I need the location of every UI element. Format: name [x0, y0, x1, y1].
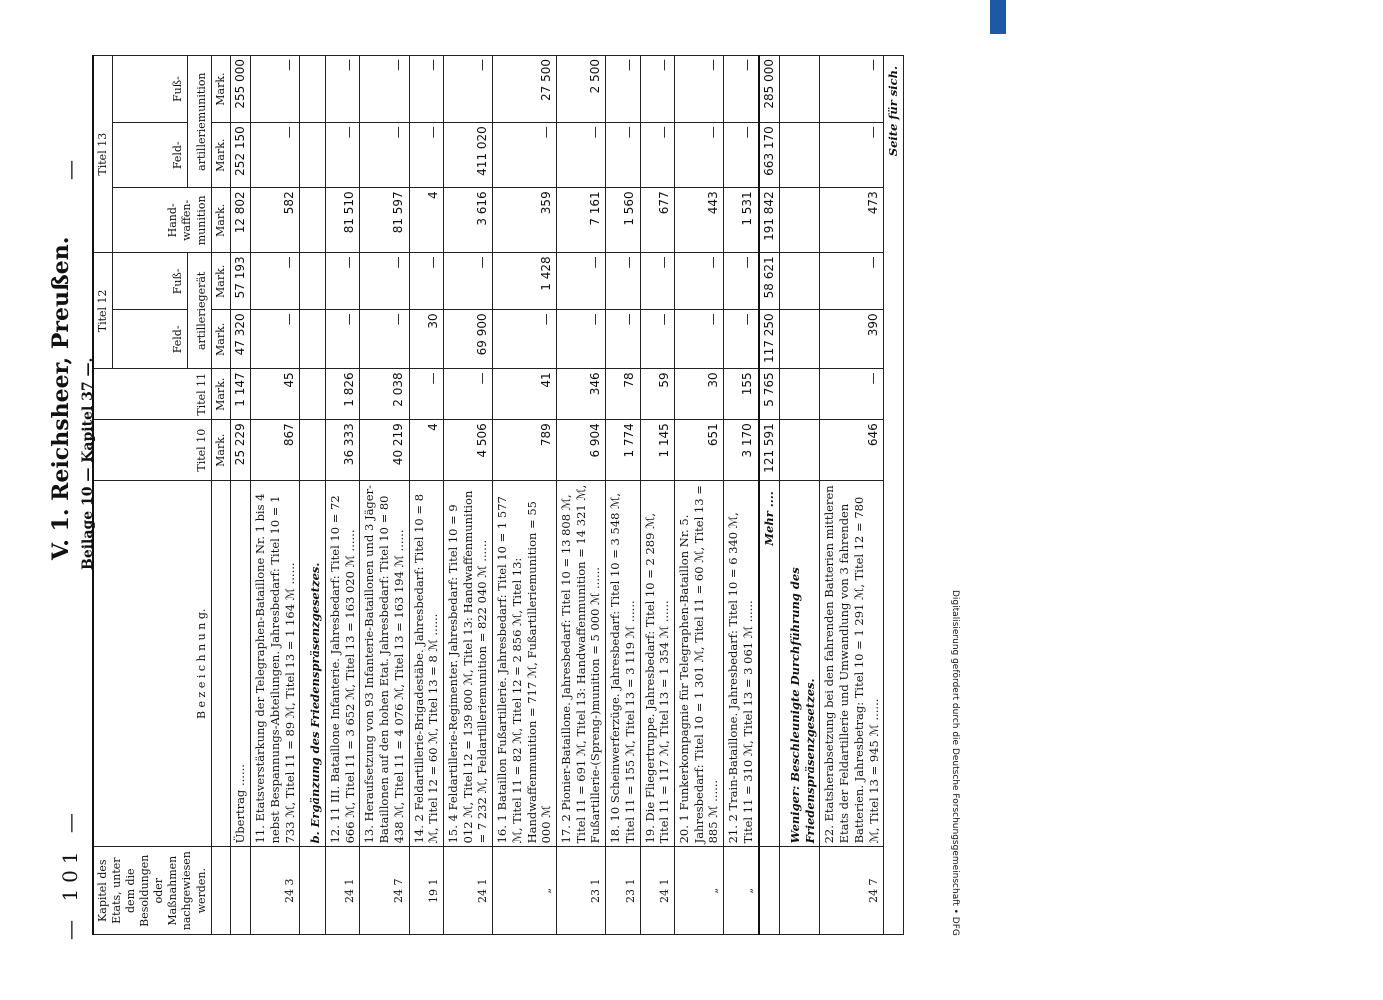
description-cell: 20. 1 Funkerkompagnie für Telegraphen-Bataillon Nr. 5. Jahresbedarf: Titel 10 = 1 301 ℳ, Titel 11 = 60 ℳ, Titel 13 = 885 ℳ ...... [675, 481, 724, 847]
table-row [820, 56, 884, 935]
value-cell-t13h: 7 161 [557, 188, 606, 253]
value-cell-t11: 41 [493, 369, 557, 420]
col-titel13: Titel 13 [93, 56, 113, 253]
value-cell-t12u: — [640, 253, 674, 310]
value-cell-t10: 4 [409, 420, 443, 481]
value-cell-t12f: 117 250 [759, 310, 780, 369]
col-titel11: Titel 11 [93, 369, 211, 420]
value-cell-t13u: 255 000 [230, 56, 250, 123]
value-cell-t12f: — [325, 310, 359, 369]
value-cell-t11: 5 765 [759, 369, 780, 420]
value-cell-t13f: — [675, 123, 724, 188]
table-row [230, 56, 250, 935]
value-cell-t13u: 2 500 [557, 56, 606, 123]
value-cell-t10: 867 [251, 420, 300, 481]
value-cell-t12f [779, 310, 819, 369]
kapitel-cell: „ [493, 847, 557, 935]
digitization-credit: Digitalisierung gefördert durch die Deutsche Forschungsgemeinschaft • DFG [950, 590, 960, 936]
col-t13-munition: artilleriemunition [188, 56, 212, 188]
value-cell-t10: 25 229 [230, 420, 250, 481]
value-cell-t11 [779, 369, 819, 420]
value-cell-t12u: — [606, 253, 640, 310]
col-kapitel: Kapitel des Etats, unter dem die Besoldungen oder Maßnahmen nachgewiesen werden. [93, 847, 211, 935]
description-cell: 18. 10 Scheinwerferzüge. Jahresbedarf: Titel 10 = 3 548 ℳ, Titel 11 = 155 ℳ, Titel 13 = 3 119 ℳ ...... [606, 481, 640, 847]
value-cell-t12f: — [606, 310, 640, 369]
value-cell-t12f: — [724, 310, 759, 369]
value-cell-t11: — [820, 369, 884, 420]
mark-label: Mark. [211, 56, 230, 123]
table-row [759, 56, 780, 935]
value-cell-t13u [779, 56, 819, 123]
mark-label: Mark. [211, 188, 230, 253]
table-row [724, 56, 759, 935]
value-cell-t11: 59 [640, 369, 674, 420]
description-cell: Übertrag ...... [230, 481, 250, 847]
kapitel-cell: 24 1 [640, 847, 674, 935]
col-t13-fuss: Fuß- [113, 56, 188, 123]
value-cell-t11: — [443, 369, 492, 420]
mark-spacer [211, 481, 230, 847]
value-cell-t13f: — [724, 123, 759, 188]
description-cell: 16. 1 Bataillon Fußartillerie. Jahresbedarf: Titel 10 = 1 577 ℳ, Titel 11 = 82 ℳ, Titel 12 = 2 856 ℳ, Titel 13: Handwaffenmunition = 717 ℳ, Fußartilleriemunition = 55 000 ℳ [493, 481, 557, 847]
value-cell-t12u: — [251, 253, 300, 310]
budget-table [92, 55, 904, 935]
page-number: — 101 — [58, 807, 82, 940]
value-cell-t13h: 473 [820, 188, 884, 253]
value-cell-t10: 646 [820, 420, 884, 481]
value-cell-t13f [779, 123, 819, 188]
table-row [325, 56, 359, 935]
description-cell: 13. Heraufsetzung von 93 Infanterie-Bataillonen und 3 Jäger-Bataillonen auf den hohen Etat. Jahresbedarf: Titel 10 = 80 438 ℳ, Titel 11 = 4 076 ℳ, Titel 13 = 163 194 ℳ ...... [360, 481, 409, 847]
value-cell-t13f: — [325, 123, 359, 188]
value-cell-t13h: 1 531 [724, 188, 759, 253]
description-cell: 17. 2 Pionier-Bataillone. Jahresbedarf: Titel 10 = 13 808 ℳ, Titel 11 = 691 ℳ, Titel 13: Handwaffenmunition = 14 321 ℳ, Fußartillerie-(Spreng-)munition = 5 000 ℳ ...... [557, 481, 606, 847]
kapitel-cell: 24 1 [443, 847, 492, 935]
value-cell-t13u: — [640, 56, 674, 123]
value-cell-t11: 45 [251, 369, 300, 420]
value-cell-t13u: — [443, 56, 492, 123]
value-cell-t13u: 27 500 [493, 56, 557, 123]
table-row [300, 56, 326, 935]
value-cell-t12u: — [360, 253, 409, 310]
value-cell-t12u: — [443, 253, 492, 310]
value-cell-t13h: 3 616 [443, 188, 492, 253]
value-cell-t13f: — [493, 123, 557, 188]
value-cell-t12f: 390 [820, 310, 884, 369]
value-cell-t10: 1 145 [640, 420, 674, 481]
page-header [30, 60, 100, 940]
value-cell-t12f: — [640, 310, 674, 369]
value-cell-t13f: 663 170 [759, 123, 780, 188]
value-cell-t13h: 81 510 [325, 188, 359, 253]
kapitel-cell [759, 847, 780, 935]
value-cell-t13h: 677 [640, 188, 674, 253]
mark-label: Mark. [211, 369, 230, 420]
value-cell-t12u: — [409, 253, 443, 310]
mark-label: Mark. [211, 420, 230, 481]
page-title: V. 1. Reichsheer, Preußen. [48, 236, 74, 560]
table-row [675, 56, 724, 935]
description-cell: 11. Etatsverstärkung der Telegraphen-Bataillone Nr. 1 bis 4 nebst Bespannungs-Abteilungen. Jahresbedarf: Titel 10 = 1 733 ℳ, Titel 11 = 89 ℳ, Titel 13 = 1 164 ℳ ...... [251, 481, 300, 847]
value-cell-t13h [779, 188, 819, 253]
header-dash: — [58, 160, 82, 180]
page-subtitle: Beilage 10 — Kapitel 37 —. [80, 357, 96, 570]
value-cell-t12u: 57 193 [230, 253, 250, 310]
value-cell-t10: 36 333 [325, 420, 359, 481]
table-row [640, 56, 674, 935]
kapitel-cell: 23 1 [557, 847, 606, 935]
kapitel-cell [230, 847, 250, 935]
value-cell-t12f: — [360, 310, 409, 369]
value-cell-t13u: — [606, 56, 640, 123]
value-cell-t13f: — [820, 123, 884, 188]
value-cell-t13f: — [557, 123, 606, 188]
col-titel10: Titel 10 [93, 420, 211, 481]
value-cell-t13u: — [360, 56, 409, 123]
value-cell-t13f: — [606, 123, 640, 188]
value-cell-t13u: — [724, 56, 759, 123]
value-cell-t13f: 252 150 [230, 123, 250, 188]
col-t13-feld: Feld- [113, 123, 188, 188]
mark-label: Mark. [211, 253, 230, 310]
description-cell: Mehr .... [759, 481, 780, 847]
value-cell-t12f: — [493, 310, 557, 369]
col-bezeichnung: B e z e i c h n u n g. [93, 481, 211, 847]
value-cell-t10: 1 774 [606, 420, 640, 481]
value-cell-t13f: 411 020 [443, 123, 492, 188]
value-cell-t13h [300, 188, 326, 253]
value-cell-t13u [300, 56, 326, 123]
value-cell-t13u: 285 000 [759, 56, 780, 123]
col-t13-hand: Hand-waffen-munition [113, 188, 212, 253]
value-cell-t10: 651 [675, 420, 724, 481]
table-body [230, 56, 884, 935]
description-cell: 22. Etatsherabsetzung bei den fahrenden Batterien mittleren Etats der Feldartillerie und Umwandlung von 3 fahrenden Batterien. Jahresbetrag: Titel 10 = 1 291 ℳ, Titel 12 = 780 ℳ, Titel 13 = 945 ℳ ...... [820, 481, 884, 847]
table-row [443, 56, 492, 935]
kapitel-cell [300, 847, 326, 935]
table-row [606, 56, 640, 935]
mark-label: Mark. [211, 310, 230, 369]
value-cell-t13f: — [251, 123, 300, 188]
description-cell: b. Ergänzung des Friedenspräsenzgesetzes. [300, 481, 326, 847]
value-cell-t10: 789 [493, 420, 557, 481]
mark-spacer [211, 847, 230, 935]
value-cell-t12u: 58 621 [759, 253, 780, 310]
value-cell-t13f [300, 123, 326, 188]
value-cell-t13u: — [820, 56, 884, 123]
kapitel-cell: 24 1 [325, 847, 359, 935]
value-cell-t11: 155 [724, 369, 759, 420]
value-cell-t13u: — [251, 56, 300, 123]
value-cell-t11: 78 [606, 369, 640, 420]
table-row [557, 56, 606, 935]
value-cell-t11: — [409, 369, 443, 420]
col-t12-geraet: artilleriegerät [188, 253, 212, 369]
table-row [779, 56, 819, 935]
value-cell-t11: 1 147 [230, 369, 250, 420]
value-cell-t12u: — [557, 253, 606, 310]
value-cell-t12u: — [325, 253, 359, 310]
footer-note: Seite für sich. [884, 56, 904, 935]
value-cell-t12f: 30 [409, 310, 443, 369]
value-cell-t12f [300, 310, 326, 369]
value-cell-t12f: — [251, 310, 300, 369]
value-cell-t11: 1 826 [325, 369, 359, 420]
value-cell-t12f: — [675, 310, 724, 369]
value-cell-t12f: 69 900 [443, 310, 492, 369]
value-cell-t10 [300, 420, 326, 481]
kapitel-cell: 24 7 [820, 847, 884, 935]
value-cell-t13h: 359 [493, 188, 557, 253]
description-cell: 15. 4 Feldartillerie-Regimenter. Jahresbedarf: Titel 10 = 9 012 ℳ, Titel 12 = 139 800 ℳ, Titel 13: Handwaffenmunition = 7 232 ℳ, Feldartilleriemunition = 822 040 ℳ ...... [443, 481, 492, 847]
value-cell-t12u: — [820, 253, 884, 310]
description-cell: 21. 2 Train-Bataillone. Jahresbedarf: Titel 10 = 6 340 ℳ, Titel 11 = 310 ℳ, Titel 13 = 3 061 ℳ ...... [724, 481, 759, 847]
dfg-logo [990, 0, 1006, 34]
value-cell-t11 [300, 369, 326, 420]
kapitel-cell: 24 3 [251, 847, 300, 935]
value-cell-t13h: 443 [675, 188, 724, 253]
value-cell-t13h: 1 560 [606, 188, 640, 253]
value-cell-t11: 2 038 [360, 369, 409, 420]
col-t12-feld: Feld- [113, 310, 188, 369]
value-cell-t12f: — [557, 310, 606, 369]
description-cell: 19. Die Fliegertruppe. Jahresbedarf: Titel 10 = 2 289 ℳ, Titel 11 = 117 ℳ, Titel 13 = 1 354 ℳ ...... [640, 481, 674, 847]
col-titel12: Titel 12 [93, 253, 113, 369]
value-cell-t13h: 81 597 [360, 188, 409, 253]
kapitel-cell [779, 847, 819, 935]
value-cell-t10: 4 506 [443, 420, 492, 481]
value-cell-t13h: 4 [409, 188, 443, 253]
value-cell-t12u [300, 253, 326, 310]
table-row [360, 56, 409, 935]
value-cell-t10: 121 591 [759, 420, 780, 481]
kapitel-cell: 23 1 [606, 847, 640, 935]
value-cell-t13h: 191 842 [759, 188, 780, 253]
value-cell-t11: 30 [675, 369, 724, 420]
description-cell: 14. 2 Feldartillerie-Brigadestäbe. Jahresbedarf: Titel 10 = 8 ℳ, Titel 12 = 60 ℳ, Titel 13 = 8 ℳ ...... [409, 481, 443, 847]
value-cell-t11: 346 [557, 369, 606, 420]
value-cell-t13h: 582 [251, 188, 300, 253]
value-cell-t12u: 1 428 [493, 253, 557, 310]
description-cell: Weniger: Beschleunigte Durchführung des Friedenspräsenzgesetzes. [779, 481, 819, 847]
value-cell-t10: 40 219 [360, 420, 409, 481]
value-cell-t12f: 47 320 [230, 310, 250, 369]
table-row [251, 56, 300, 935]
value-cell-t13u: — [325, 56, 359, 123]
value-cell-t12u: — [724, 253, 759, 310]
value-cell-t13h: 12 802 [230, 188, 250, 253]
description-cell: 12. 11 III. Bataillone Infanterie. Jahresbedarf: Titel 10 = 72 666 ℳ, Titel 11 = 3 652 ℳ, Titel 13 = 163 020 ℳ ...... [325, 481, 359, 847]
table-row [493, 56, 557, 935]
value-cell-t13f: — [360, 123, 409, 188]
mark-label: Mark. [211, 123, 230, 188]
kapitel-cell: „ [724, 847, 759, 935]
value-cell-t10 [779, 420, 819, 481]
value-cell-t13u: — [409, 56, 443, 123]
value-cell-t12u: — [675, 253, 724, 310]
kapitel-cell: 19 1 [409, 847, 443, 935]
table-row [409, 56, 443, 935]
value-cell-t13f: — [409, 123, 443, 188]
value-cell-t13u: — [675, 56, 724, 123]
kapitel-cell: 24 7 [360, 847, 409, 935]
value-cell-t13f: — [640, 123, 674, 188]
value-cell-t10: 6 904 [557, 420, 606, 481]
kapitel-cell: „ [675, 847, 724, 935]
value-cell-t12u [779, 253, 819, 310]
col-t12-fuss: Fuß- [113, 253, 188, 310]
value-cell-t10: 3 170 [724, 420, 759, 481]
